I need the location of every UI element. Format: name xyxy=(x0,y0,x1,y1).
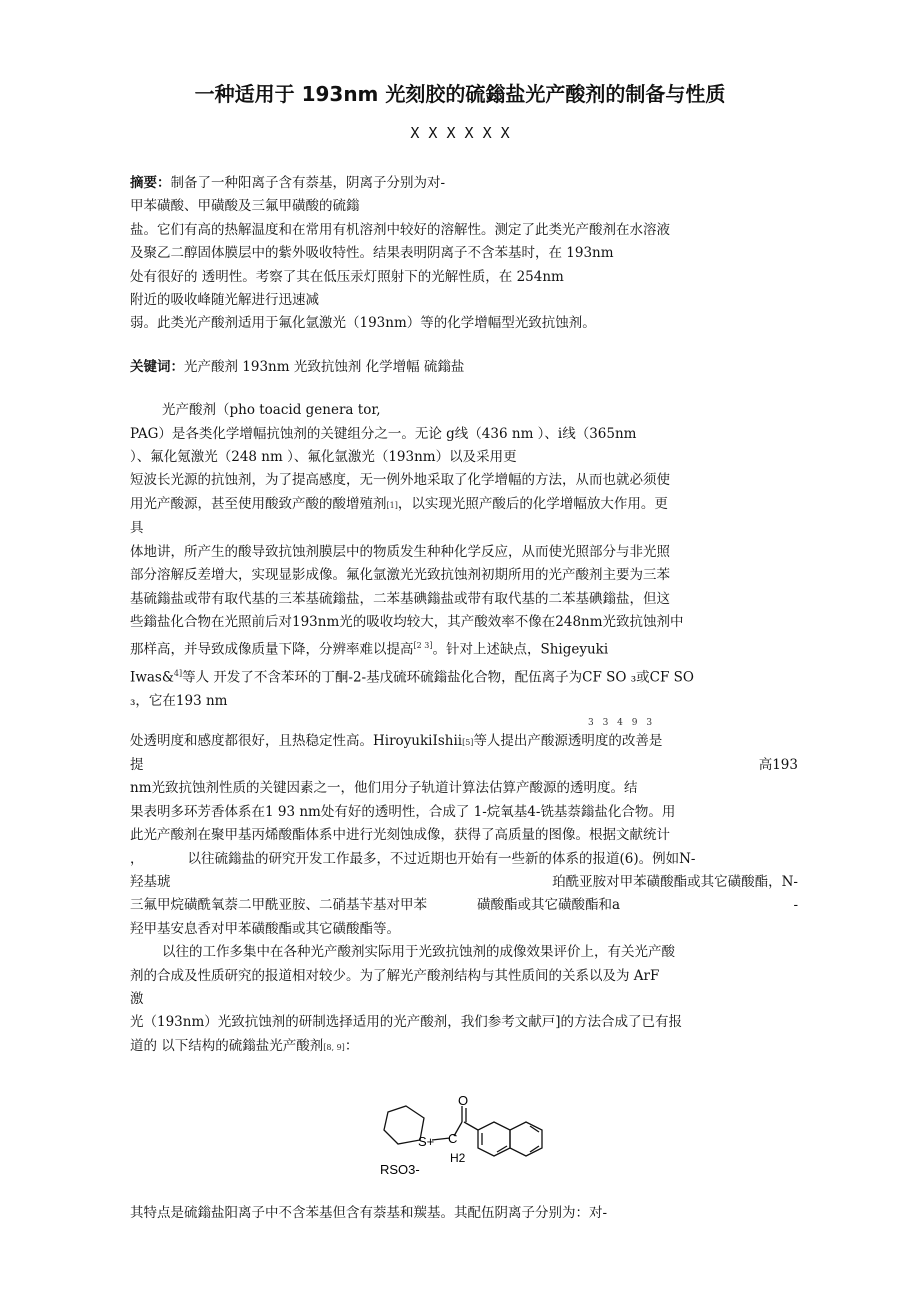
spacer xyxy=(130,379,798,399)
text-line: 三氟甲烷磺酰氧萘二甲酰亚胺、二硝基苄基对甲苯 磺酸酯或其它磺酸酯和a - xyxy=(130,897,798,914)
author-line: X X X X X X xyxy=(410,124,510,142)
bond-to-naphthyl xyxy=(464,1122,478,1130)
abstract-line: 及聚乙二醇固体膜层中的紫外吸收特性。结果表明阴离子不含苯基时，在 193nm xyxy=(130,245,614,262)
subscript-row: 3 3 4 9 3 xyxy=(588,717,656,728)
text-line: 处透明度和感度都很好，且热稳定性高。HiroyukiIshii[5]等人提出产酸源透明度的改善是 xyxy=(130,732,663,749)
naphthyl-ring-a xyxy=(478,1122,510,1156)
text-line: 此光产酸剂在聚甲基丙烯酸酯体系中进行光刻蚀成像，获得了高质量的图像。根据文献统计 xyxy=(130,827,670,844)
chemical-structure xyxy=(370,1096,560,1178)
abstract-line: 甲苯磺酸、甲磺酸及三氟甲磺酸的硫鎓 xyxy=(130,198,360,215)
abstract-line: 摘要：制备了一种阳离子含有萘基，阴离子分别为对- xyxy=(130,175,446,191)
text-line: 些鎓盐化合物在光照前后对193nm光的吸收均较大，其产酸效率不像在248nm光致抗蚀剂中 xyxy=(130,613,684,630)
anion-label: RSO3- xyxy=(380,1162,420,1177)
text-line: ）、氟化氪激光（248 nm ）、氟化氩激光（193nm）以及采用更 xyxy=(130,449,517,466)
text-line: 那样高，并导致成像质量下降，分辨率难以提高[2 3]。针对上述缺点，Shigeyuki xyxy=(130,641,609,658)
oxygen-label: O xyxy=(458,1096,469,1108)
keywords-label: 关键词： xyxy=(130,358,184,375)
text-line: 短波长光源的抗蚀剂，为了提高感度，无一例外地采取了化学增幅的方法，从而也就必须使 xyxy=(130,472,670,489)
text-line: 基硫鎓盐或带有取代基的三苯基硫鎓盐，二苯基碘鎓盐或带有取代基的二苯基碘鎓盐，但这 xyxy=(130,590,670,607)
text-line: 光产酸剂（pho toacid genera tor, xyxy=(162,402,381,419)
abstract-line: 附近的吸收峰随光解进行迅速减 xyxy=(130,292,319,309)
citation: [2 3] xyxy=(413,641,433,651)
citation: 4] xyxy=(173,669,183,679)
abstract-line: 弱。此类光产酸剂适用于氟化氩激光（193nm）等的化学增幅型光致抗蚀剂。 xyxy=(130,315,596,332)
text-line: Iwas&$^{4]}$等人 开发了不含苯环的丁酮-2-基戊硫环硫鎓盐化合物，配伍离子为CF SO ₃或CF SO xyxy=(130,669,694,686)
text-line: 果表明多环芳香体系在1 93 nm处有好的透明性，合成了 1-烷氧基4-铣基萘鎓盐化合物。用 xyxy=(130,803,676,820)
text-line: PAG）是各类化学增幅抗蚀剂的关键组分之一。无论 g线（436 nm ）、i线（365nm xyxy=(130,425,637,442)
text-line: 羟基琥 珀酰亚胺对甲苯磺酸酯或其它磺酸酯，N- xyxy=(130,873,798,890)
spacer xyxy=(130,336,798,356)
citation: [5] xyxy=(462,737,474,747)
h2-label: H2 xyxy=(450,1151,466,1165)
keywords-text: 光产酸剂 193nm 光致抗蚀剂 化学增幅 硫鎓盐 xyxy=(184,358,465,375)
text-line: 其特点是硫鎓盐阳离子中不含苯基但含有萘基和羰基。其配伍阴离子分别为：对- xyxy=(130,1205,608,1221)
text-line: 剂的合成及性质研究的报道相对较少。为了解光产酸剂结构与其性质间的关系以及为 ArF xyxy=(130,967,660,984)
text-line: nm光致抗蚀剂性质的关键因素之一，他们用分子轨道计算法估算产酸源的透明度。结 xyxy=(130,780,638,797)
text-line: 部分溶解反差增大，实现显影成像。氟化氩激光光致抗蚀剂初期所用的光产酸剂主要为三苯 xyxy=(130,567,670,584)
text-line: ₃，它在193 nm xyxy=(130,693,228,710)
text-line: ， 以往硫鎓盐的研究开发工作最多，不过近期也开始有一些新的体系的报道(6)。例如N- xyxy=(130,850,696,867)
abstract-line: 处有很好的 透明性。考察了其在低压汞灯照射下的光解性质，在 254nm xyxy=(130,268,564,285)
citation: [1] xyxy=(386,500,398,510)
citation: [8, 9] xyxy=(323,1042,345,1052)
document-body xyxy=(130,172,798,1059)
text-line: 道的 以下结构的硫鎓盐光产酸剂[8, 9]： xyxy=(130,1037,359,1054)
text-line: 光（193nm）光致抗蚀剂的研制选择适用的光产酸剂，我们参考文献戸]的方法合成了已有报 xyxy=(130,1014,683,1031)
keywords-line xyxy=(130,356,798,379)
naphthyl-ring-b xyxy=(510,1122,542,1156)
text-line: 羟甲基安息香对甲苯磺酸酯或其它磺酸酯等。 xyxy=(130,920,400,937)
sulfonium-label: S+ xyxy=(418,1134,435,1149)
text-line: 体地讲，所产生的酸导致抗蚀剂膜层中的物质发生种种化学反应，从而使光照部分与非光照 xyxy=(130,543,670,560)
text-line: 激 xyxy=(130,991,144,1007)
text-line: 具 xyxy=(130,520,144,537)
page-title: 一种适用于 193nm 光刻胶的硫鎓盐光产酸剂的制备与性质 xyxy=(194,82,726,106)
abstract-line: 盐。它们有高的热解温度和在常用有机溶剂中较好的溶解性。测定了此类光产酸剂在水溶液 xyxy=(130,221,670,238)
text-line: 提 高193 xyxy=(130,756,798,773)
text-line: 以往的工作多集中在各种光产酸剂实际用于光致抗蚀剂的成像效果评价上，有关光产酸 xyxy=(162,944,675,961)
carbon-label: C xyxy=(448,1131,458,1146)
text-line: 用光产酸源，甚至使用酸致产酸的酸增殖剂[1]，以实现光照产酸后的化学增幅放大作用。更 xyxy=(130,495,668,512)
abstract-label: 摘要： xyxy=(130,175,171,191)
